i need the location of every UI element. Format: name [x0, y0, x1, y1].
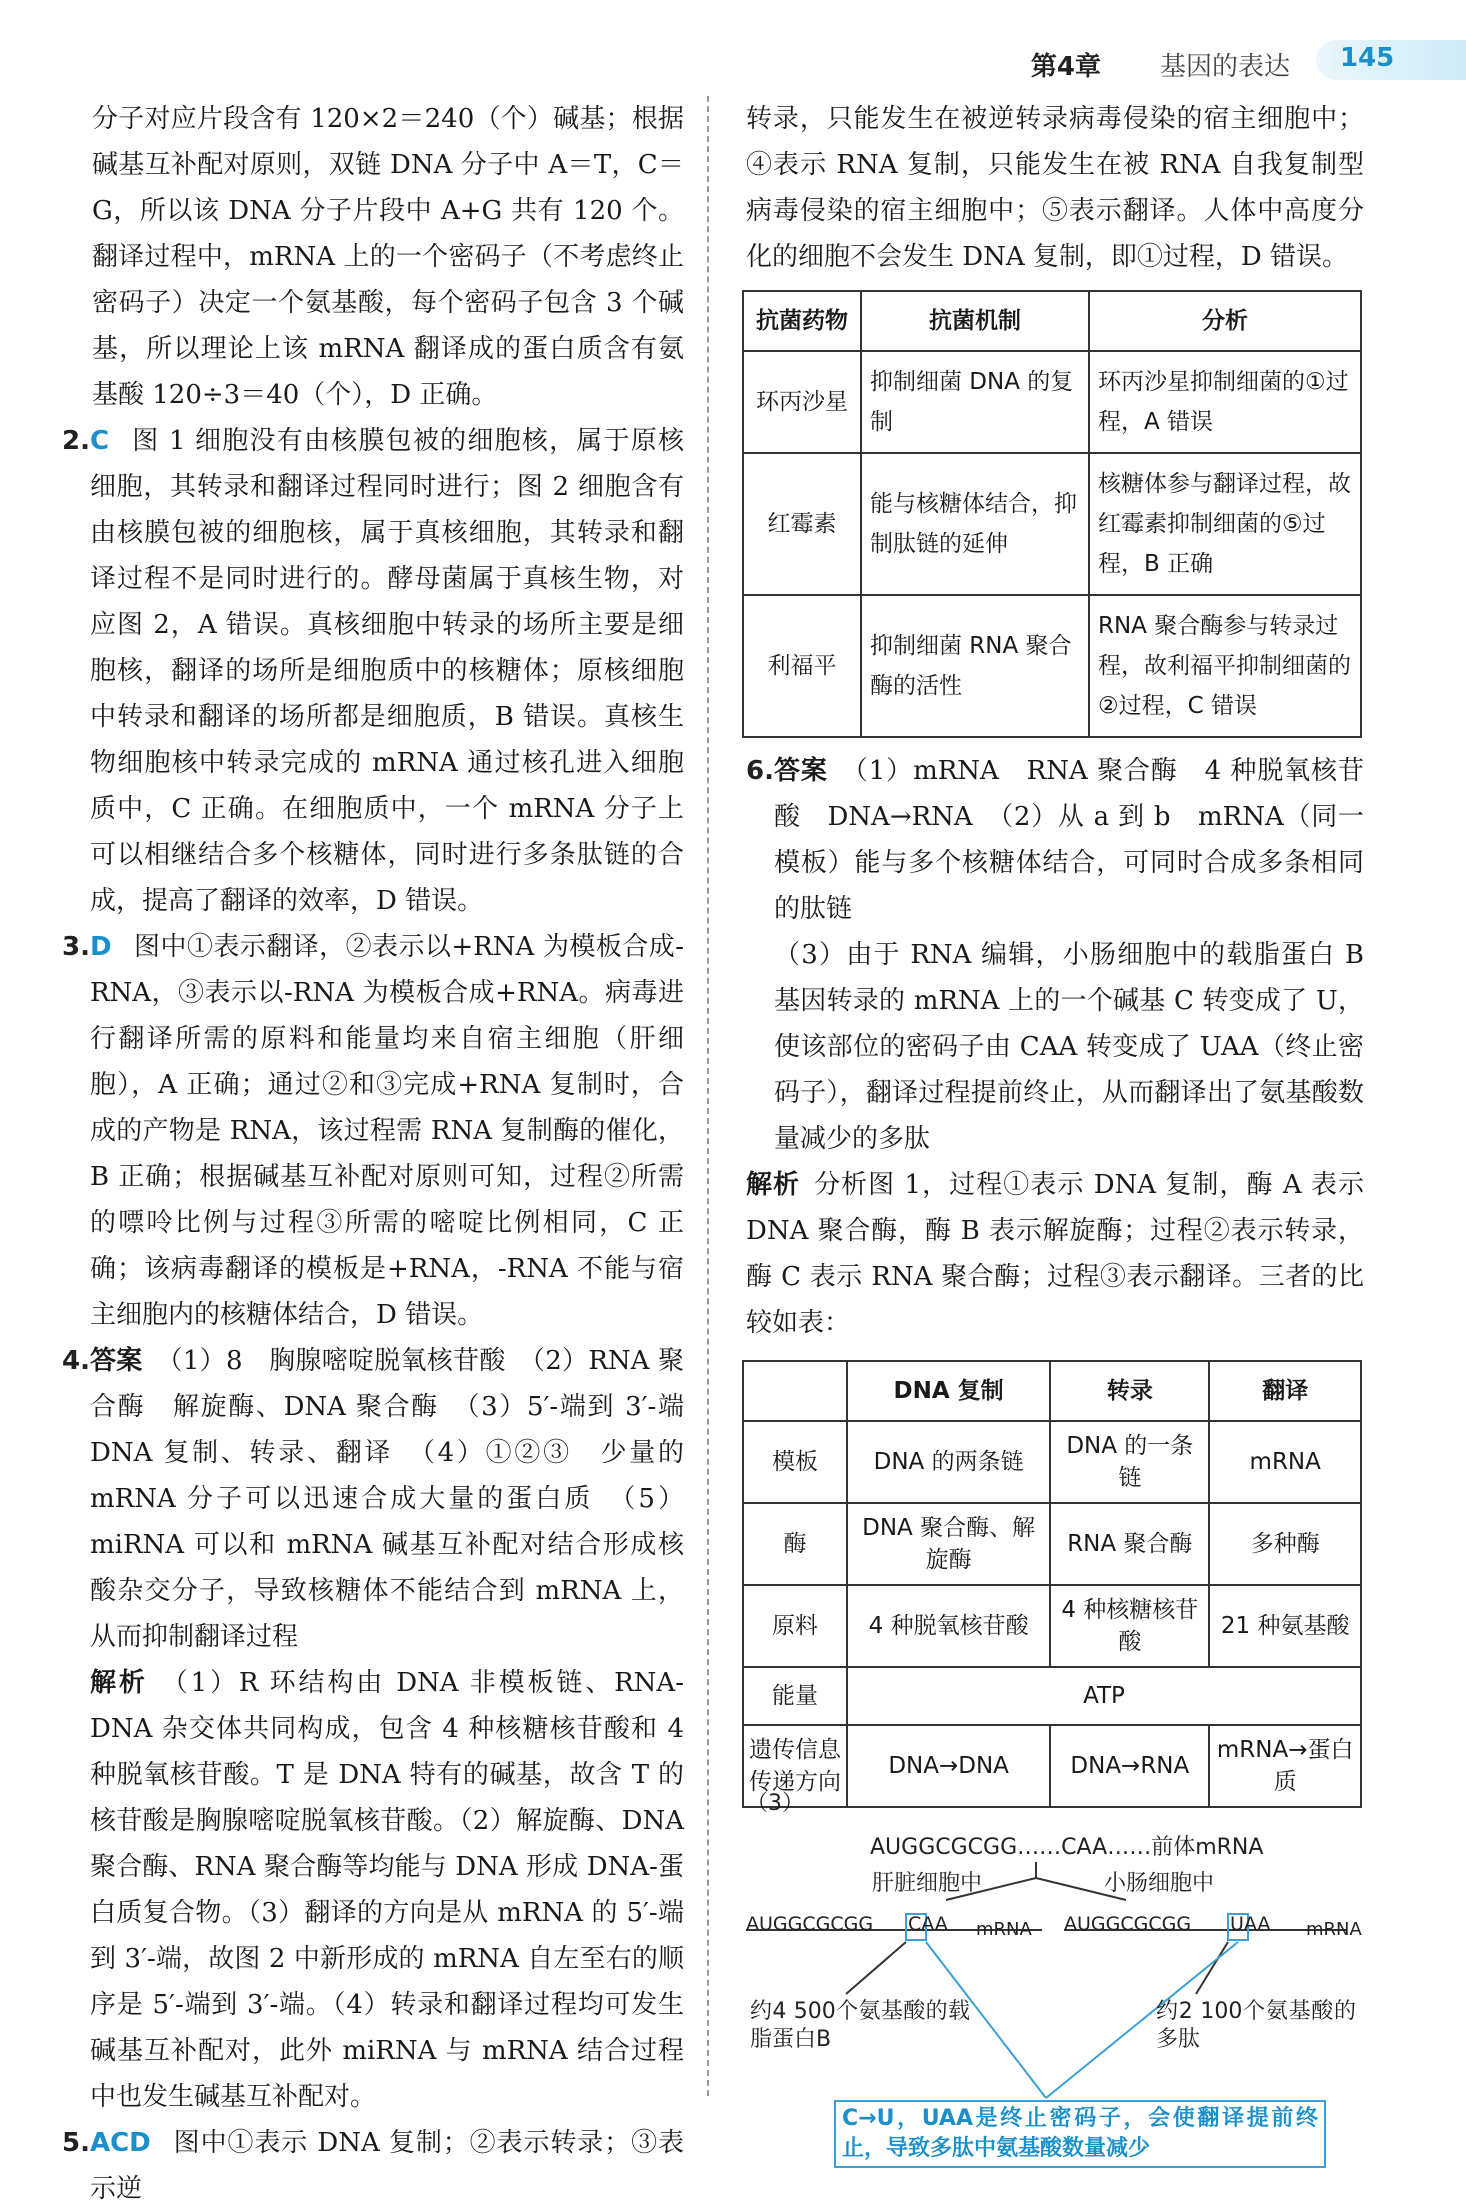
table-cell: 21 种氨基酸 [1209, 1585, 1361, 1667]
table-row [743, 1503, 1361, 1585]
table-row [743, 1585, 1361, 1667]
answer-letter: C [89, 426, 110, 456]
table-header: 翻译 [1209, 1361, 1361, 1421]
page-header [0, 40, 1466, 80]
chapter-label: 第4章 [1030, 52, 1101, 82]
table-row [743, 1667, 1361, 1725]
table-row [743, 595, 1361, 737]
table-cell: 抑制细菌 RNA 聚合酶的活性 [861, 595, 1089, 737]
table-cell: DNA 的一条链 [1050, 1421, 1209, 1503]
question-number: 2. [62, 426, 90, 456]
mrna-tag-right: mRNA [1306, 1919, 1362, 1940]
output-right: 约2 100个氨基酸的多肽 [1156, 1999, 1356, 2052]
table-cell: 抑制细菌 DNA 的复制 [861, 351, 1089, 453]
table-cell: 多种酶 [1209, 1503, 1361, 1585]
table-cell: 环丙沙星 [743, 351, 861, 453]
explanation: 图中①表示 DNA 复制；②表示转录；③表示逆 [89, 2128, 684, 2204]
answer-text-part3: （3）由于 RNA 编辑，小肠细胞中的载脂蛋白 B 基因转录的 mRNA 上的一个碱基 C 转变成了 U，使该部位的密码子由 CAA 转变成了 UAA（终止密码子），翻译过程提前终止，从而翻译出了氨基酸数量减少的多肽 [773, 940, 1364, 1154]
analysis-block [746, 1162, 1364, 1346]
page-number: 145 [1340, 43, 1395, 73]
table-cell: 利福平 [743, 595, 861, 737]
question-3 [62, 924, 684, 1338]
table-cell: 遗传信息传递方向 [743, 1725, 847, 1807]
table-cell: ATP [847, 1667, 1361, 1725]
answer-text: （1）mRNA RNA 聚合酶 4 种脱氧核苷酸 DNA→RNA （2）从 a 到 b mRNA（同一模板）能与多个核糖体结合，可同时合成多条相同的肽链 [773, 756, 1364, 924]
liver-label: 肝脏细胞中 [872, 1871, 983, 1896]
table-row [743, 1421, 1361, 1503]
table-cell: 红霉素 [743, 453, 861, 595]
answer-letter: D [89, 932, 112, 962]
mrna-tag-left: mRNA [976, 1919, 1032, 1940]
intestine-label: 小肠细胞中 [1104, 1871, 1215, 1896]
question-number: 5. [62, 2128, 90, 2158]
answer-text: （1）8 胸腺嘧啶脱氧核苷酸 （2）RNA 聚合酶 解旋酶、DNA 聚合酶 （3）5′-端到 3′-端 DNA 复制、转录、翻译 （4）①②③ 少量的 mRNA 分子可以迅速合成大量的蛋白质 （5）miRNA 可以和 mRNA 碱基互补配对结合形成核酸杂交分子，导致核糖体不能结合到 mRNA 上，从而抑制翻译过程 [89, 1346, 711, 1652]
table-header: DNA 复制 [847, 1361, 1050, 1421]
table-row [743, 1725, 1361, 1807]
seq-left-b: CAA [908, 1913, 948, 1935]
table-row [743, 351, 1361, 453]
question-4 [62, 1338, 711, 2120]
answer-letter: ACD [89, 2128, 151, 2158]
table-cell: DNA 聚合酶、解旋酶 [847, 1503, 1050, 1585]
table-row [743, 453, 1361, 595]
explanation: 图 1 细胞没有由核膜包被的细胞核，属于原核细胞，其转录和翻译过程同时进行；图 2 细胞含有由核膜包被的细胞核，属于真核细胞，其转录和翻译过程不是同时进行的。酵母菌属于真核生物，对应图 2，A 错误。真核细胞中转录的场所主要是细胞核，翻译的场所是细胞质中的核糖体；原核细胞中转录和翻译的场所都是细胞质，B 错误。真核生物细胞核中转录完成的 mRNA 通过核孔进入细胞质中，C 正确。在细胞质中，一个 mRNA 分子上可以相继结合多个核糖体，同时进行多条肽链的合成，提高了翻译的效率，D 错误。 [89, 426, 684, 916]
table-cell: 能与核糖体结合，抑制肽链的延伸 [861, 453, 1089, 595]
left-column [62, 96, 711, 2212]
table-cell: DNA 的两条链 [847, 1421, 1050, 1503]
antibiotic-table [742, 290, 1362, 738]
column-divider [707, 96, 709, 2096]
question-number: 4. [62, 1346, 90, 1376]
question-number: 3. [62, 932, 90, 962]
table-header: 分析 [1089, 291, 1361, 351]
editing-note: C→U，UAA是终止密码子，会使翻译提前终止，导致多肽中氨基酸数量减少 [834, 2100, 1326, 2168]
seq-left-a: AUGGCGCGG [746, 1913, 874, 1935]
table-cell: mRNA [1209, 1421, 1361, 1503]
pre-mrna-label: AUGGCGCGG……CAA……前体mRNA [870, 1835, 1264, 1860]
answer-continuation: 转录，只能发生在被逆转录病毒侵染的宿主细胞中；④表示 RNA 复制，只能发生在被 RNA 自我复制型病毒侵染的宿主细胞中；⑤表示翻译。人体中高度分化的细胞不会发生 DNA 复制，即①过程，D 错误。 [746, 104, 1364, 272]
table-header: 转录 [1050, 1361, 1209, 1421]
table-cell: 酶 [743, 1503, 847, 1585]
question-2 [62, 418, 684, 924]
seq-right-b: UAA [1230, 1913, 1271, 1935]
table-header [743, 1361, 847, 1421]
page-number-badge [1316, 40, 1466, 80]
diagram-label: （3） [746, 1791, 804, 1816]
table-cell: mRNA→蛋白质 [1209, 1725, 1361, 1807]
analysis-tag: 解析 [746, 1170, 801, 1200]
table-cell: 模板 [743, 1421, 847, 1503]
right-column [746, 96, 1364, 2162]
table-cell: 核糖体参与翻译过程，故红霉素抑制细菌的⑤过程，B 正确 [1089, 453, 1361, 595]
table-header: 抗菌机制 [861, 291, 1089, 351]
table-header-row [743, 291, 1361, 351]
answer-continuation: 分子对应片段含有 120×2＝240（个）碱基；根据碱基互补配对原则，双链 DNA 分子中 A＝T，C＝G，所以该 DNA 分子片段中 A+G 共有 120 个。翻译过程中，mRNA 上的一个密码子（不考虑终止密码子）决定一个氨基酸，每个密码子包含 3 个碱基，所以理论上该 mRNA 翻译成的蛋白质含有氨基酸 120÷3＝40（个），D 正确。 [92, 104, 684, 410]
explanation: 图中①表示翻译，②表示以+RNA 为模板合成-RNA，③表示以-RNA 为模板合成+RNA。病毒进行翻译所需的原料和能量均来自宿主细胞（肝细胞），A 正确；通过②和③完成+RNA 复制时，合成的产物是 RNA，该过程需 RNA 复制酶的催化，B 正确；根据碱基互补配对原则可知，过程②所需的嘌呤比例与过程③所需的嘧啶比例相同，C 正确；该病毒翻译的模板是+RNA，-RNA 不能与宿主细胞内的核糖体结合，D 错误。 [89, 932, 684, 1330]
analysis-tag: 解析 [89, 1668, 148, 1698]
table-cell: 4 种核糖核苷酸 [1050, 1585, 1209, 1667]
question-5 [62, 2120, 684, 2212]
question-number: 6. [746, 756, 774, 786]
rna-editing-diagram [746, 1791, 1366, 2162]
table-header: 抗菌药物 [743, 291, 861, 351]
table-cell: DNA→RNA [1050, 1725, 1209, 1807]
table-header-row [743, 1361, 1361, 1421]
question-6 [746, 748, 1364, 1162]
chapter-title: 基因的表达 [1159, 52, 1290, 82]
table-cell: DNA→DNA [847, 1725, 1050, 1807]
analysis-text: （1）R 环结构由 DNA 非模板链、RNA-DNA 杂交体共同构成，包含 4 种核糖核苷酸和 4 种脱氧核苷酸。T 是 DNA 特有的碱基，故含 T 的核苷酸是胸腺嘧啶脱氧核苷酸。（2）解旋酶、DNA 聚合酶、RNA 聚合酶等均能与 DNA 形成 DNA-蛋白质复合物。（3）翻译的方向是从 mRNA 的 5′-端到 3′-端，故图 2 中新形成的 mRNA 自左至右的顺序是 5′-端到 3′-端。（4）转录和翻译过程均可发生碱基互补配对，此外 miRNA 与 mRNA 结合过程中也发生碱基互补配对。 [89, 1668, 684, 2112]
table-cell: 环丙沙星抑制细菌的①过程，A 错误 [1089, 351, 1361, 453]
answer-tag: 答案 [89, 1346, 143, 1376]
table-cell: 原料 [743, 1585, 847, 1667]
table-cell: RNA 聚合酶 [1050, 1503, 1209, 1585]
seq-right-a: AUGGCGCGG [1064, 1913, 1192, 1935]
answer-tag: 答案 [773, 756, 828, 786]
output-left: 约4 500个氨基酸的载脂蛋白B [750, 1999, 970, 2052]
table-cell: RNA 聚合酶参与转录过程，故利福平抑制细菌的②过程，C 错误 [1089, 595, 1361, 737]
table-cell: 4 种脱氧核苷酸 [847, 1585, 1050, 1667]
table-cell: 能量 [743, 1667, 847, 1725]
comparison-table [742, 1360, 1362, 1808]
analysis-text: 分析图 1，过程①表示 DNA 复制，酶 A 表示 DNA 聚合酶，酶 B 表示解旋酶；过程②表示转录，酶 C 表示 RNA 聚合酶；过程③表示翻译。三者的比较如表： [746, 1170, 1364, 1338]
